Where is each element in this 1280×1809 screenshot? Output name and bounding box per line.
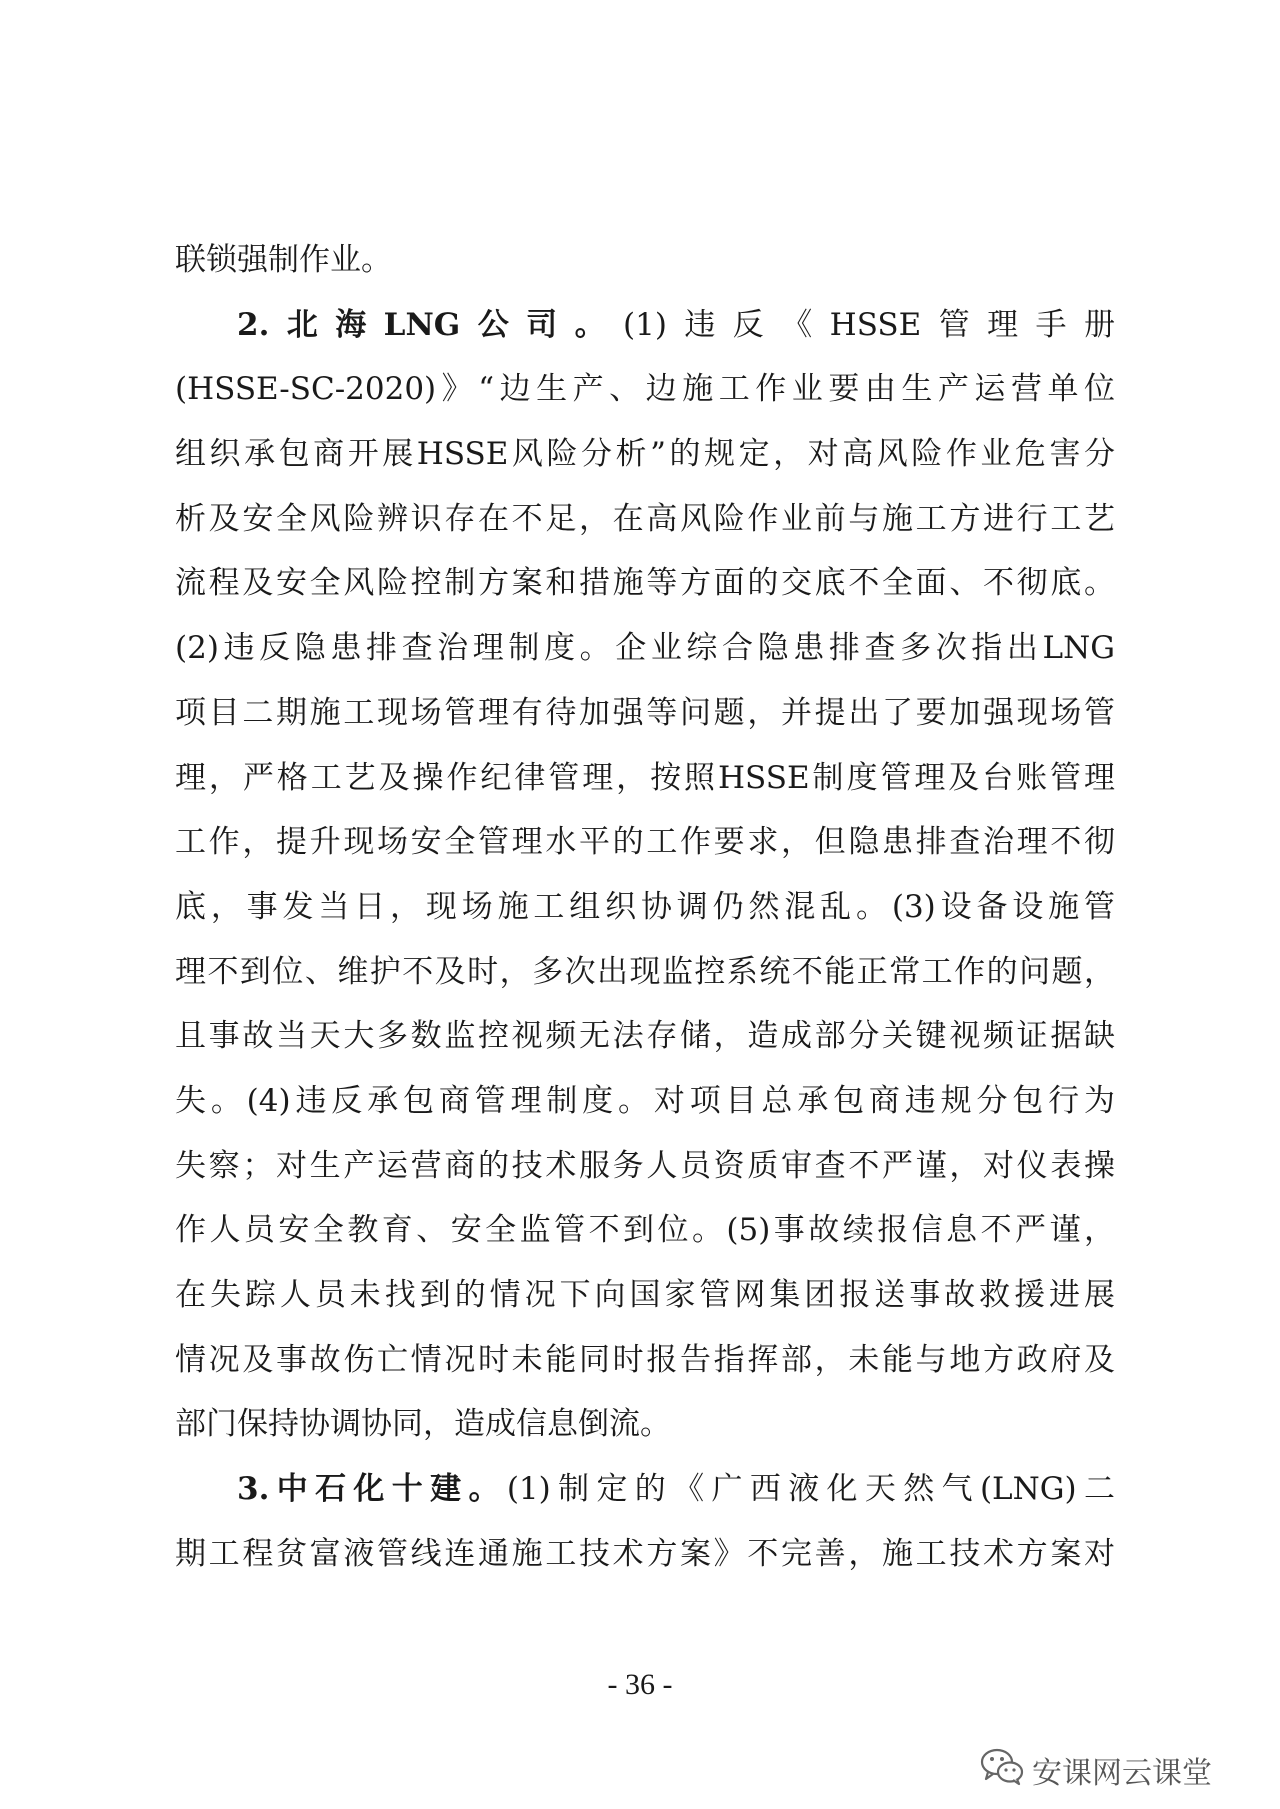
text-line [175,1392,1115,1457]
page-number: - 36 - [607,1668,673,1701]
text-line [175,1069,1115,1134]
text-line [175,551,1115,616]
wechat-icon [980,1746,1024,1794]
text-line [175,422,1115,487]
line-text: 且事故当天大多数监控视频无法存储，造成部分关键视频证据缺 [175,1018,1115,1055]
line-text: (1)制定的《广西液化天然气(LNG)二 [506,1471,1115,1508]
line-text: 流程及安全风险控制方案和措施等方面的交底不全面、不彻底。 [175,565,1115,602]
text-line [175,810,1115,875]
watermark-text: 安课网云课堂 [1032,1756,1212,1791]
text-line [175,1198,1115,1263]
line-text: (1)违反《HSSE管理手册 [623,306,1115,343]
line-text: (2)违反隐患排查治理制度。企业综合隐患排查多次指出LNG [175,630,1115,667]
text-line [175,293,1115,358]
text-line [175,616,1115,681]
text-line [175,1522,1115,1587]
text-line [175,1004,1115,1069]
section-heading: 2.北海LNG公司。 [237,306,624,343]
text-line [175,875,1115,940]
line-text: 失。(4)违反承包商管理制度。对项目总承包商违规分包行为 [175,1082,1115,1119]
line-text: 组织承包商开展HSSE风险分析”的规定，对高风险作业危害分 [175,436,1115,473]
text-line [175,681,1115,746]
text-line [175,228,1115,293]
text-line [175,357,1115,422]
line-text: 项目二期施工现场管理有待加强等问题，并提出了要加强现场管 [175,694,1115,731]
line-text: 理，严格工艺及操作纪律管理，按照HSSE制度管理及台账管理 [175,759,1115,796]
line-text: 期工程贫富液管线连通施工技术方案》不完善，施工技术方案对 [175,1535,1115,1572]
watermark [980,1748,1212,1792]
line-text: 作人员安全教育、安全监管不到位。(5)事故续报信息不严谨， [175,1212,1115,1249]
text-line [175,1457,1115,1522]
line-text: 理不到位、维护不及时，多次出现监控系统不能正常工作的问题， [175,953,1115,990]
body-text [175,228,1115,1586]
text-line [175,940,1115,1005]
line-text: 底，事发当日，现场施工组织协调仍然混乱。(3)设备设施管 [175,888,1115,925]
text-line [175,487,1115,552]
text-line [175,1134,1115,1199]
line-text: (HSSE-SC-2020)》“边生产、边施工作业要由生产运营单位 [175,371,1115,408]
line-text: 工作，提升现场安全管理水平的工作要求，但隐患排查治理不彻 [175,824,1115,861]
line-text: 失察；对生产运营商的技术服务人员资质审查不严谨，对仪表操 [175,1147,1115,1184]
line-text: 联锁强制作业。 [175,242,392,278]
line-text: 析及安全风险辨识存在不足，在高风险作业前与施工方进行工艺 [175,500,1115,537]
section-heading: 3.中石化十建。 [237,1471,507,1508]
line-text: 情况及事故伤亡情况时未能同时报告指挥部，未能与地方政府及 [175,1341,1115,1378]
text-line [175,1263,1115,1328]
line-text: 在失踪人员未找到的情况下向国家管网集团报送事故救援进展 [175,1277,1115,1313]
line-text: 部门保持协调协同，造成信息倒流。 [175,1406,671,1443]
text-line [175,1328,1115,1393]
text-line [175,746,1115,811]
